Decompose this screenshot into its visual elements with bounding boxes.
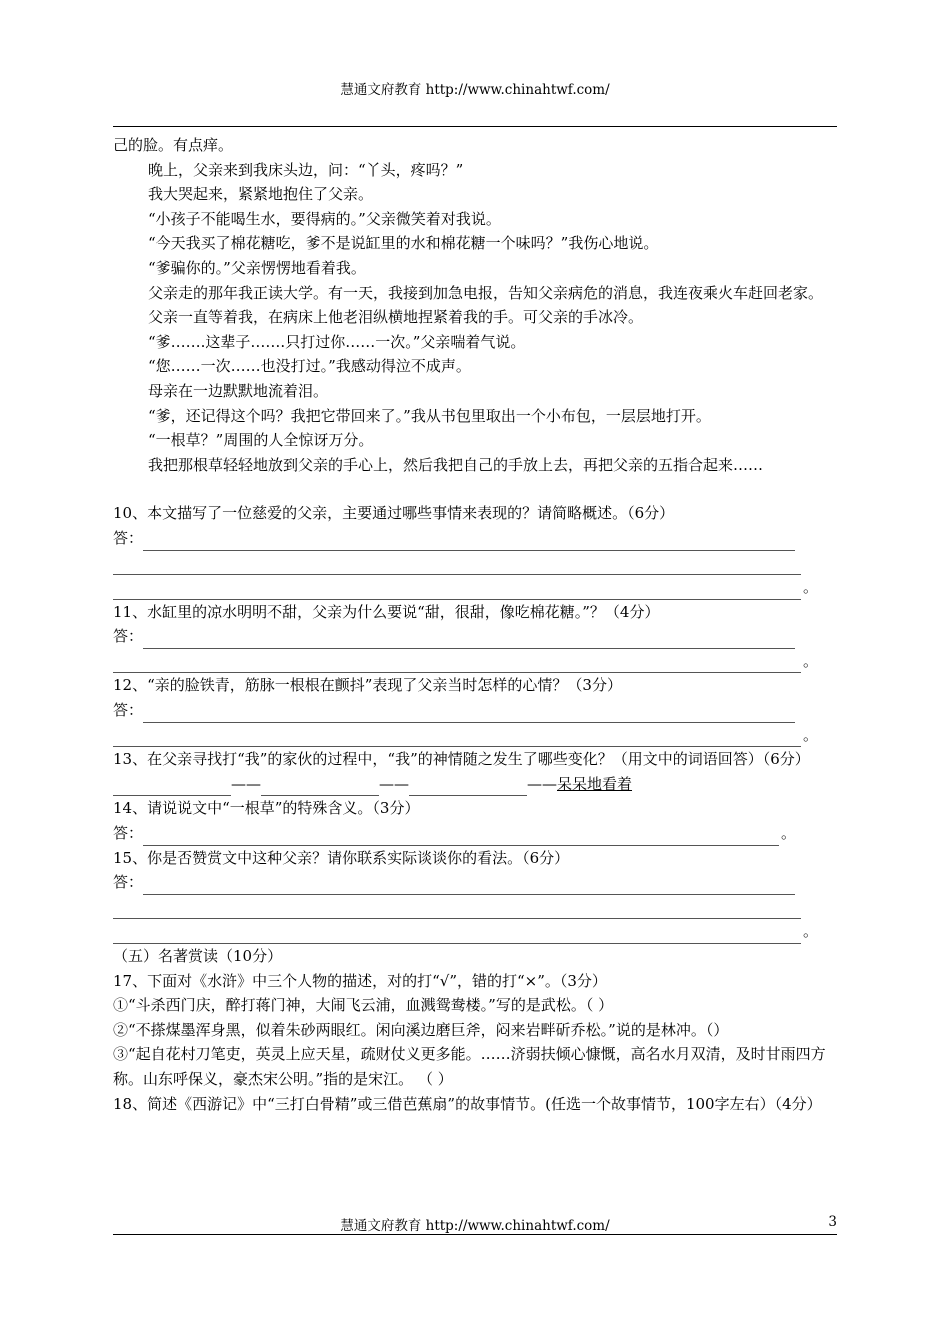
story-paragraph: “爹骗你的。”父亲愣愣地看着我。	[148, 258, 366, 277]
answer-line-q10[interactable]	[113, 526, 837, 551]
story-paragraph: 己的脸。有点痒。	[113, 136, 234, 154]
answer-period: 。	[803, 922, 819, 941]
story-paragraph: “爹，还记得这个吗？我把它带回来了。”我从书包里取出一个小布包，一层层地打开。	[148, 406, 711, 425]
answer-label: 答：	[113, 528, 144, 547]
answer-line-q15[interactable]	[113, 870, 837, 895]
answer-line-q12[interactable]	[113, 698, 837, 723]
question-15: 15、你是否赞赏文中这种父亲？请你联系实际谈谈你的看法。（6分）	[113, 848, 570, 867]
fill-blank[interactable]	[409, 781, 527, 796]
fill-blank[interactable]	[113, 781, 231, 796]
answer-blank[interactable]	[113, 929, 801, 944]
header-rule	[113, 126, 837, 127]
question-17: 17、下面对《水浒》中三个人物的描述，对的打“√”，错的打“×”。（3分）	[113, 971, 607, 990]
question-17-item-2: ②“不搽煤墨浑身黑，似着朱砂两眼红。闲向溪边磨巨斧，闷来岩畔斫乔松。”说的是林冲。（）	[113, 1020, 729, 1039]
section-title: （五）名著赏读（10分）	[113, 947, 283, 965]
fill-dash: ——	[379, 774, 409, 793]
story-paragraph: 我大哭起来，紧紧地抱住了父亲。	[148, 185, 374, 204]
answer-blank[interactable]	[113, 732, 801, 747]
answer-line-q14[interactable]	[113, 821, 837, 846]
story-paragraph: “爹…….这辈子…….只打过你……一次。”父亲喘着气说。	[148, 332, 526, 351]
story-paragraph: “今天我买了棉花糖吃，爹不是说缸里的水和棉花糖一个味吗？”我伤心地说。	[148, 234, 659, 253]
answer-line-q10[interactable]	[113, 575, 837, 600]
story-paragraph: “小孩子不能喝生水，要得病的。”父亲微笑着对我说。	[148, 209, 501, 228]
page-content	[113, 133, 837, 1116]
answer-blank[interactable]	[143, 831, 779, 846]
question-11: 11、水缸里的凉水明明不甜，父亲为什么要说“甜，很甜，像吃棉花糖。”？（4分）	[113, 602, 660, 621]
fill-in-row-q13	[113, 772, 837, 797]
fill-dash: ——	[527, 774, 557, 793]
story-paragraph: 父亲一直等着我，在病床上他老泪纵横地捏紧着我的手。可父亲的手冰冷。	[148, 308, 644, 327]
answer-blank[interactable]	[143, 634, 795, 649]
answer-blank[interactable]	[143, 708, 795, 723]
story-paragraph: “您……一次……也没打过。”我感动得泣不成声。	[148, 357, 471, 376]
answer-blank[interactable]	[113, 560, 801, 575]
story-paragraph: 父亲走的那年我正读大学。有一天，我接到加急电报，告知父亲病危的消息，我连夜乘火车赶回老家。	[148, 283, 824, 302]
question-17-item-3: ③“起自花村刀笔吏，英灵上应天星，疏财仗义更多能。……济弱扶倾心慷慨，高名水月双清，及时甘雨四方称。山东呼保义，豪杰宋公明。”指的是宋江。 （ ）	[113, 1045, 826, 1088]
question-12: 12、“亲的脸铁青，筋脉一根根在颤抖”表现了父亲当时怎样的心情？（3分）	[113, 676, 622, 695]
answer-period: 。	[803, 578, 819, 597]
question-18: 18、简述《西游记》中“三打白骨精”或三借芭蕉扇”的故事情节。(任选一个故事情节，100字左右）（4分）	[113, 1094, 822, 1113]
question-13: 13、在父亲寻找打“我”的家伙的过程中，“我”的神情随之发生了哪些变化？（用文中的词语回答）（6分）	[113, 750, 810, 769]
answer-blank[interactable]	[113, 658, 801, 673]
answer-line-q11[interactable]	[113, 649, 837, 674]
answer-period: 。	[803, 725, 819, 744]
answer-line-q10[interactable]	[113, 551, 837, 576]
answer-period: 。	[781, 824, 797, 843]
story-paragraph: 我把那根草轻轻地放到父亲的手心上，然后我把自己的手放上去，再把父亲的五指合起来……	[148, 455, 764, 474]
story-paragraph: “一根草？”周围的人全惊讶万分。	[148, 431, 374, 450]
story-paragraph: 母亲在一边默默地流着泪。	[148, 381, 329, 400]
answer-line-q12[interactable]	[113, 723, 837, 748]
footer-rule	[113, 1234, 837, 1235]
question-14: 14、请说说文中“一根草”的特殊含义。（3分）	[113, 799, 420, 818]
answer-line-q11[interactable]	[113, 624, 837, 649]
fill-answer: 呆呆地看着	[557, 774, 633, 793]
answer-blank[interactable]	[113, 904, 801, 919]
fill-dash: ——	[231, 774, 261, 793]
answer-line-q15[interactable]	[113, 895, 837, 920]
answer-label: 答：	[113, 627, 144, 646]
answer-blank[interactable]	[113, 585, 801, 600]
answer-blank[interactable]	[143, 536, 795, 551]
story-paragraph: 晚上，父亲来到我床头边，问：“丫头，疼吗？”	[148, 160, 464, 179]
answer-label: 答：	[113, 701, 144, 720]
question-10: 10、本文描写了一位慈爱的父亲，主要通过哪些事情来表现的？请简略概述。（6分）	[113, 504, 675, 523]
footer-text: 慧通文府教育 http://www.chinahtwf.com/	[340, 1218, 610, 1234]
answer-blank[interactable]	[143, 880, 795, 895]
answer-period: 。	[803, 651, 819, 670]
answer-label: 答：	[113, 873, 144, 892]
page-header: 慧通文府教育 http://www.chinahtwf.com/	[340, 82, 610, 98]
answer-line-q15[interactable]	[113, 919, 837, 944]
fill-blank[interactable]	[261, 781, 379, 796]
page-number: 3	[828, 1214, 837, 1230]
question-17-item-1: ①“斗杀西门庆，醉打蒋门神，大闹飞云浦，血溅鸳鸯楼。”写的是武松。（ ）	[113, 996, 614, 1015]
answer-label: 答：	[113, 824, 144, 843]
